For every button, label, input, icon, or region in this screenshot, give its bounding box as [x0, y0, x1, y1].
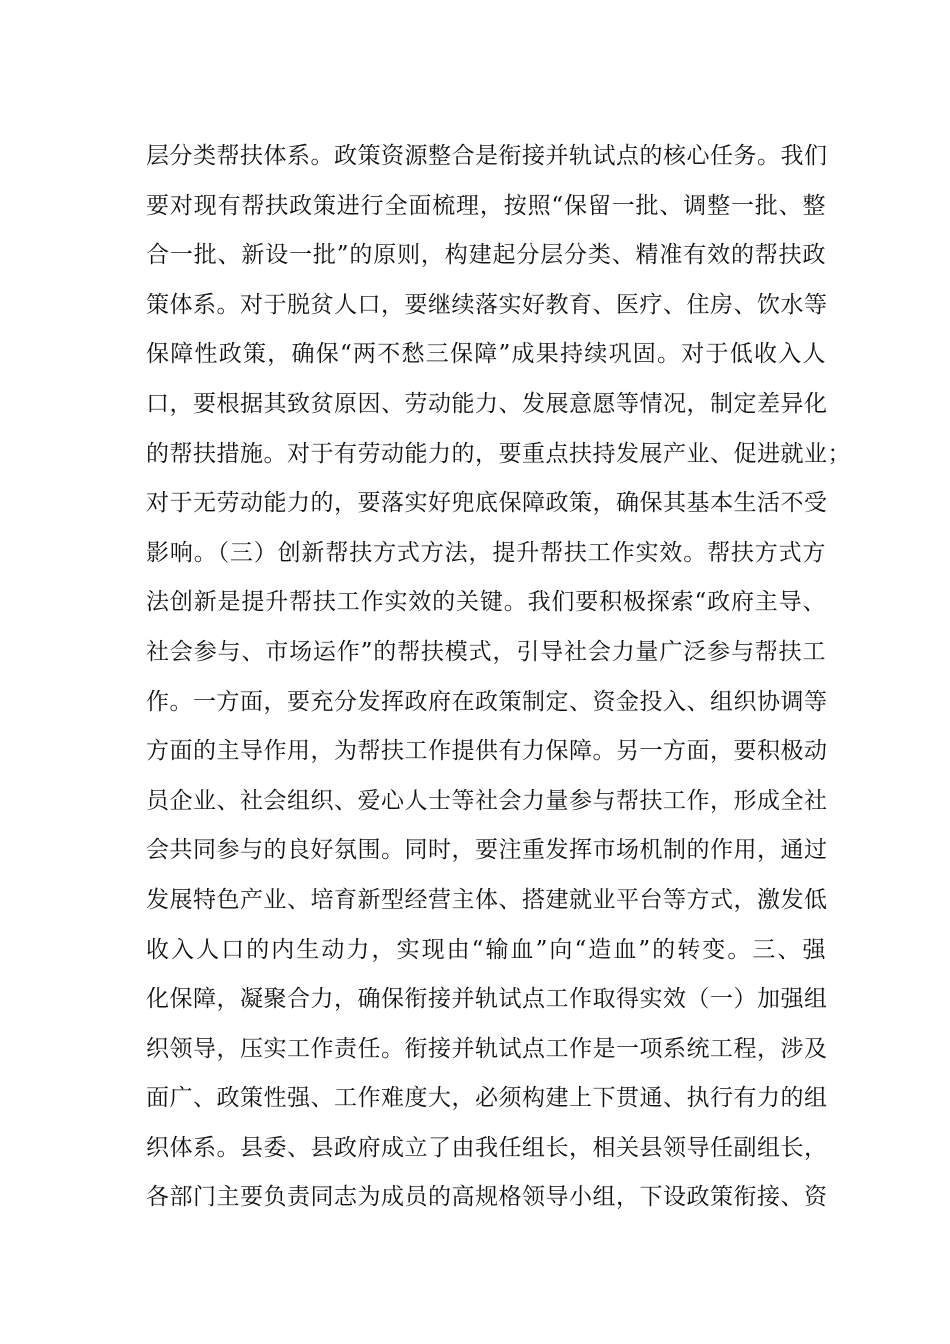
text-line: 策体系。对于脱贫人口，要继续落实好教育、医疗、住房、饮水等	[146, 291, 828, 318]
text-line: 织体系。县委、县政府成立了由我任组长，相关县领导任副组长，	[146, 1134, 828, 1161]
text-line: 发展特色产业、培育新型经营主体、搭建就业平台等方式，激发低	[146, 886, 828, 913]
text-line: 口，要根据其致贫原因、劳动能力、发展意愿等情况，制定差异化	[146, 390, 828, 417]
body-text	[146, 132, 851, 1223]
text-line: 员企业、社会组织、爱心人士等社会力量参与帮扶工作，形成全社	[146, 787, 828, 814]
text-line: 面广、政策性强、工作难度大，必须构建上下贯通、执行有力的组	[146, 1085, 828, 1112]
text-line: 保障性政策，确保“两不愁三保障”成果持续巩固。对于低收入人	[146, 341, 826, 368]
text-line: 织领导，压实工作责任。衔接并轨试点工作是一项系统工程，涉及	[146, 1035, 828, 1062]
text-line: 影响。（三）创新帮扶方式方法，提升帮扶工作实效。帮扶方式方	[146, 539, 826, 566]
text-line: 层分类帮扶体系。政策资源整合是衔接并轨试点的核心任务。我们	[146, 143, 828, 169]
text-line: 作。一方面，要充分发挥政府在政策制定、资金投入、组织协调等	[146, 688, 828, 715]
text-line: 方面的主导作用，为帮扶工作提供有力保障。另一方面，要积极动	[146, 738, 828, 765]
text-line: 法创新是提升帮扶工作实效的关键。我们要积极探索“政府主导、	[146, 589, 826, 616]
text-line: 的帮扶措施。对于有劳动能力的，要重点扶持发展产业、促进就业；	[146, 440, 851, 467]
text-line: 要对现有帮扶政策进行全面梳理，按照“保留一批、调整一批、整	[146, 192, 826, 219]
text-line: 合一批、新设一批”的原则，构建起分层分类、精准有效的帮扶政	[146, 242, 826, 269]
text-line: 社会参与、市场运作”的帮扶模式，引导社会力量广泛参与帮扶工	[146, 638, 826, 665]
text-line: 化保障，凝聚合力，确保衔接并轨试点工作取得实效（一）加强组	[146, 986, 828, 1013]
text-line: 收入人口的内生动力，实现由“输血”向“造血”的转变。三、强	[146, 936, 826, 963]
text-line: 会共同参与的良好氛围。同时，要注重发挥市场机制的作用，通过	[146, 837, 828, 864]
text-line: 对于无劳动能力的，要落实好兜底保障政策，确保其基本生活不受	[146, 490, 828, 517]
text-line: 各部门主要负责同志为成员的高规格领导小组，下设政策衔接、资	[146, 1184, 828, 1211]
